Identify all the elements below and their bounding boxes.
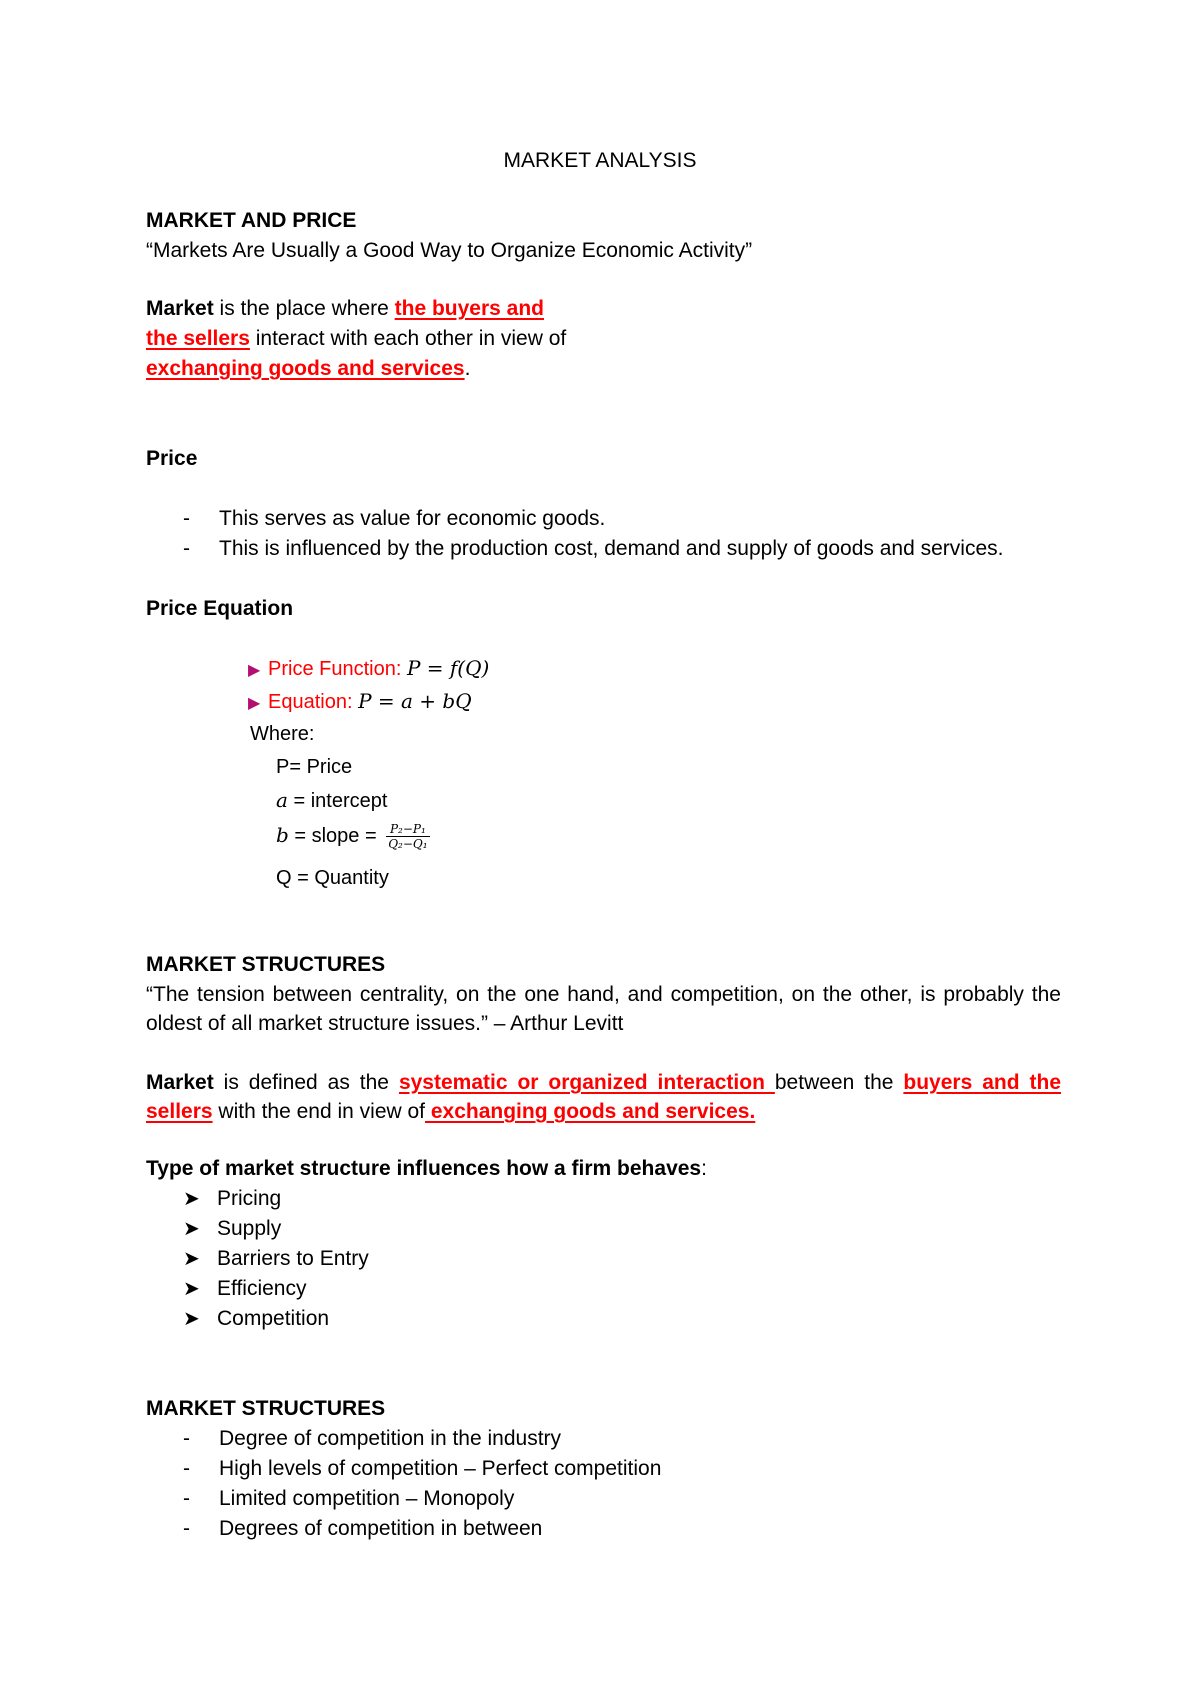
section-heading-market-and-price: MARKET AND PRICE (146, 209, 357, 232)
triangle-bullet-icon: ▶ (248, 662, 261, 679)
market-definition-line-1 (146, 296, 544, 322)
fraction-denominator: Q₂−Q₁ (388, 837, 428, 852)
influence-colon: : (701, 1157, 707, 1180)
symbol-a: a (276, 788, 288, 812)
definition-a-text: = intercept (287, 790, 388, 812)
definition-a (276, 787, 387, 814)
list-item-text: Degree of competition in the industry (219, 1427, 562, 1450)
market-definition-line-3 (146, 356, 470, 382)
list-item-text: Limited competition – Monopoly (219, 1487, 515, 1510)
list-item (183, 1276, 307, 1302)
dash-bullet-icon: - (183, 1457, 190, 1480)
market-definition-line-2 (146, 326, 566, 352)
list-item-text: High levels of competition – Perfect competition (219, 1457, 662, 1480)
market-structure-definition (146, 1068, 1061, 1126)
dash-bullet-icon: - (183, 507, 190, 530)
highlight-sellers: the sellers (146, 327, 250, 350)
highlight-buyers: the buyers and (394, 297, 545, 320)
influence-heading-text: Type of market structure influences how a firm behaves (146, 1157, 702, 1180)
section-heading-price: Price (146, 447, 198, 470)
list-item-text: Barriers to Entry (217, 1247, 369, 1270)
highlight-buyers-sellers: buyers and the sellers (146, 1071, 1062, 1123)
triangle-bullet-icon: ▶ (248, 695, 261, 712)
market-quote: “Markets Are Usually a Good Way to Organize Economic Activity” (146, 239, 753, 262)
definition-text: is defined as the (213, 1071, 399, 1094)
definition-p: P= Price (276, 756, 353, 778)
dash-bullet-icon: - (183, 537, 190, 560)
arrowhead-bullet-icon: ➤ (183, 1248, 200, 1270)
highlight-systematic: systematic or organized interaction (398, 1071, 775, 1094)
highlight-exchanging: exchanging goods and services. (425, 1100, 756, 1123)
list-item (183, 1306, 329, 1332)
section-heading-market-structures: MARKET STRUCTURES (146, 953, 386, 976)
dash-bullet-icon: - (183, 1517, 190, 1540)
equation-label: Equation: (268, 691, 359, 713)
definition-text: . (464, 357, 471, 380)
arrowhead-bullet-icon: ➤ (183, 1278, 200, 1300)
arrowhead-bullet-icon: ➤ (183, 1218, 200, 1240)
arrowhead-bullet-icon: ➤ (183, 1308, 200, 1330)
price-function-expression: P = f(Q) (406, 656, 490, 680)
list-item-text: Degrees of competition in between (219, 1517, 543, 1540)
section-heading-market-structures-2: MARKET STRUCTURES (146, 1397, 386, 1420)
list-item-text: Supply (217, 1217, 282, 1240)
definition-b-text: = slope = (288, 825, 383, 847)
list-item-text: Competition (217, 1307, 330, 1330)
page-title: MARKET ANALYSIS (503, 149, 697, 172)
influence-heading (146, 1156, 707, 1182)
list-item (183, 1186, 281, 1212)
dash-bullet-icon: - (183, 1487, 190, 1510)
slope-fraction (386, 822, 429, 851)
definition-text: interact with each other in view of (249, 327, 567, 350)
levitt-quote: “The tension between centrality, on the one hand, and competition, on the other, is probably the oldest of all market structure issues.” – Arthur Levitt (146, 983, 1061, 1035)
list-item (183, 1216, 281, 1242)
arrowhead-bullet-icon: ➤ (183, 1188, 200, 1210)
list-item-text: This serves as value for economic goods. (219, 507, 606, 530)
definition-text: between the (774, 1071, 904, 1094)
definition-q: Q = Quantity (276, 867, 389, 889)
price-function-line (248, 655, 489, 684)
definition-text: with the end in view of (212, 1100, 426, 1123)
dash-bullet-icon: - (183, 1427, 190, 1450)
term-market: Market (146, 297, 214, 320)
list-item-text: This is influenced by the production cost, demand and supply of goods and services. (219, 537, 1004, 560)
fraction-numerator: P₂−P₁ (386, 822, 429, 837)
symbol-b: b (276, 823, 289, 847)
equation-line (248, 688, 472, 717)
section-heading-price-equation: Price Equation (146, 597, 294, 620)
where-label: Where: (250, 723, 315, 745)
list-item-text: Efficiency (217, 1277, 307, 1300)
definition-b (276, 822, 430, 851)
highlight-exchanging: exchanging goods and services (146, 357, 465, 380)
list-item-text: Pricing (217, 1187, 282, 1210)
term-market: Market (146, 1071, 214, 1094)
equation-expression: P = a + bQ (358, 689, 472, 713)
price-function-label: Price Function: (268, 658, 407, 680)
definition-text: is the place where (213, 297, 395, 320)
list-item (183, 1246, 369, 1272)
